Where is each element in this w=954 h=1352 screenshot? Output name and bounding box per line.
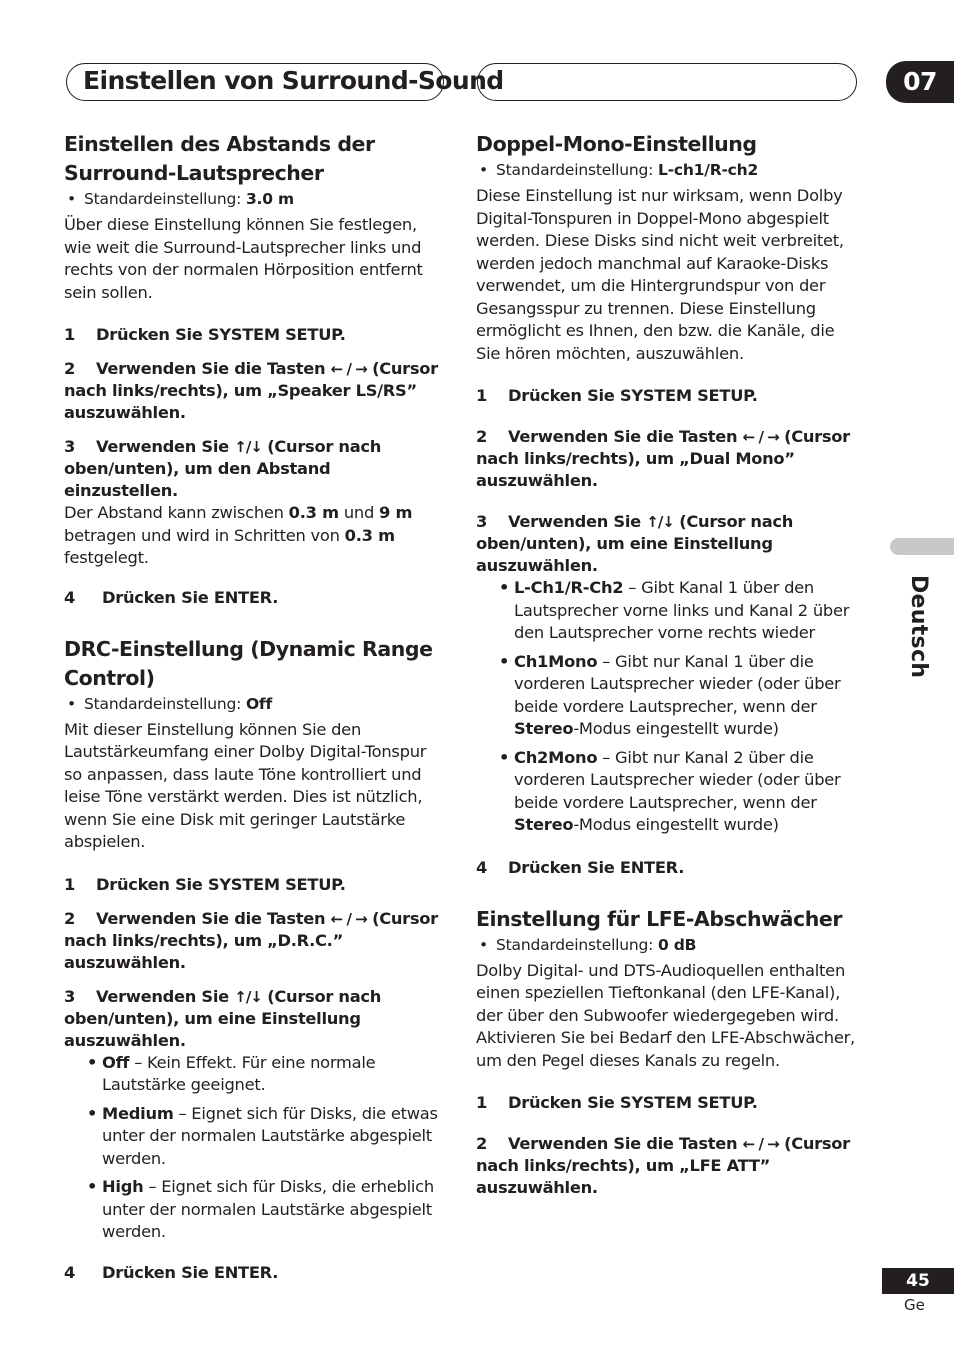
right-column xyxy=(476,130,861,1199)
paragraph: Mit dieser Einstellung können Sie den Lautstärkeumfang einer Dolby Digital-Tonspur so anpassen, dass laute Töne kontrolliert und leise Töne verstärkt werden. Dies ist nützlich, wenn Sie eine Disk mit geringer Lautstärke abspielen. xyxy=(64,719,427,851)
heading-lfe: Einstellung für LFE-Abschwächer xyxy=(476,906,842,931)
paragraph: Diese Einstellung ist nur wirksam, wenn Dolby Digital-Tonspuren in Doppel-Mono abgespielt werden. Diese Disks sind nicht weit verbreitet, werden jedoch manchmal auf Karaoke-Disks verwendet, um die Hintergrundspur von der Gesangsspur zu trennen. Diese Einstellung ermöglicht es Ihnen, den bzw. die Kanäle, die Sie hören möchten, auszuwählen. xyxy=(476,186,844,363)
section-title-box xyxy=(66,63,504,101)
paragraph: Der Abstand kann zwischen 0.3 m und 9 m betragen und wird in Schritten von 0.3 m festgelegt. xyxy=(64,503,413,567)
left-right-arrows-icon: ← / → xyxy=(330,360,367,378)
step-2: 2 Verwenden Sie die Tasten ← / → (Cursor nach links/rechts), um „D.R.C.” auszuwählen. xyxy=(64,908,438,972)
default-setting: • Standardeinstellung: L-ch1/R-ch2 xyxy=(476,159,861,181)
step-3: 3 Verwenden Sie ↑/↓ (Cursor nach oben/unten), um den Abstand einzustellen. xyxy=(64,437,382,500)
left-column xyxy=(64,130,446,1284)
option-item: • L-Ch1/R-Ch2 – Gibt Kanal 1 über den Lautsprecher vorne links und Kanal 2 über den Lautsprecher vorne rechts wieder xyxy=(476,577,861,645)
page-number: 45 xyxy=(882,1268,954,1294)
heading-dual-mono: Doppel-Mono-Einstellung xyxy=(476,132,757,156)
step-1: 1 Drücken Sie SYSTEM SETUP. xyxy=(64,874,346,894)
up-down-arrows-icon: ↑/↓ xyxy=(646,513,674,531)
step-4: 4 Drücken Sie ENTER. xyxy=(64,587,279,607)
up-down-arrows-icon: ↑/↓ xyxy=(234,987,262,1006)
default-setting: • Standardeinstellung: 3.0 m xyxy=(64,188,446,210)
left-right-arrows-icon: ← / → xyxy=(330,909,367,928)
heading-surround-distance: Einstellen des Abstands der Surround-Lautsprecher xyxy=(64,132,375,185)
step-2: 2 Verwenden Sie die Tasten ← / → (Cursor nach links/rechts), um „LFE ATT” auszuwählen. xyxy=(476,1134,850,1197)
step-2: 2 Verwenden Sie die Tasten ← / → (Cursor nach links/rechts), um „Dual Mono” auszuwählen. xyxy=(476,427,850,490)
option-item: • Medium – Eignet sich für Disks, die etwas unter der normalen Lautstärke abgespielt werden. xyxy=(64,1103,446,1171)
heading-drc: DRC-Einstellung (Dynamic Range Control) xyxy=(64,636,433,690)
paragraph: Dolby Digital- und DTS-Audioquellen enthalten einen speziellen Tieftonkanal (den LFE-Kanal), der über den Subwoofer wiedergegeben wird. Aktivieren Sie bei Bedarf den LFE-Abschwächer, um den Pegel dieses Kanals zu regeln. xyxy=(476,960,855,1070)
step-2: 2 Verwenden Sie die Tasten ← / → (Cursor nach links/rechts), um „Speaker LS/RS” auszuwählen. xyxy=(64,359,438,422)
default-setting: • Standardeinstellung: Off xyxy=(64,693,446,715)
language-tab: Deutsch xyxy=(906,575,931,679)
section-title: Einstellen von Surround-Sound xyxy=(83,66,504,95)
header-empty-box xyxy=(477,63,857,101)
option-item: • Ch2Mono – Gibt nur Kanal 2 über die vorderen Lautsprecher wieder (oder über beide vordere Lautsprecher, wenn der Stereo-Modus eingestellt wurde) xyxy=(476,747,861,837)
step-1: 1 Drücken Sie SYSTEM SETUP. xyxy=(476,1093,758,1112)
step-3: 3 Verwenden Sie ↑/↓ (Cursor nach oben/unten), um eine Einstellung auszuwählen. xyxy=(64,986,382,1050)
left-right-arrows-icon: ← / → xyxy=(742,1135,779,1153)
option-item: • Off – Kein Effekt. Für eine normale Lautstärke geeignet. xyxy=(64,1052,446,1097)
paragraph: Über diese Einstellung können Sie festlegen, wie weit die Surround-Lautsprecher links und rechts von der normalen Hörposition entfernt sein sollen. xyxy=(64,215,423,302)
step-1: 1 Drücken Sie SYSTEM SETUP. xyxy=(64,325,346,344)
step-1: 1 Drücken Sie SYSTEM SETUP. xyxy=(476,386,758,405)
step-4: 4 Drücken Sie ENTER. xyxy=(64,1262,279,1282)
language-code: Ge xyxy=(904,1296,925,1314)
up-down-arrows-icon: ↑/↓ xyxy=(234,438,262,456)
default-setting: • Standardeinstellung: 0 dB xyxy=(476,934,861,956)
option-item: • High – Eignet sich für Disks, die erheblich unter der normalen Lautstärke abgespielt werden. xyxy=(64,1176,446,1244)
step-4: 4 Drücken Sie ENTER. xyxy=(476,857,685,877)
chapter-number: 07 xyxy=(886,61,954,103)
option-item: • Ch1Mono – Gibt nur Kanal 1 über die vorderen Lautsprecher wieder (oder über beide vordere Lautsprecher, wenn der Stereo-Modus eingestellt wurde) xyxy=(476,651,861,741)
step-3: 3 Verwenden Sie ↑/↓ (Cursor nach oben/unten), um eine Einstellung auszuwählen. xyxy=(476,512,794,575)
side-tab-bar xyxy=(890,538,954,555)
left-right-arrows-icon: ← / → xyxy=(742,428,779,446)
